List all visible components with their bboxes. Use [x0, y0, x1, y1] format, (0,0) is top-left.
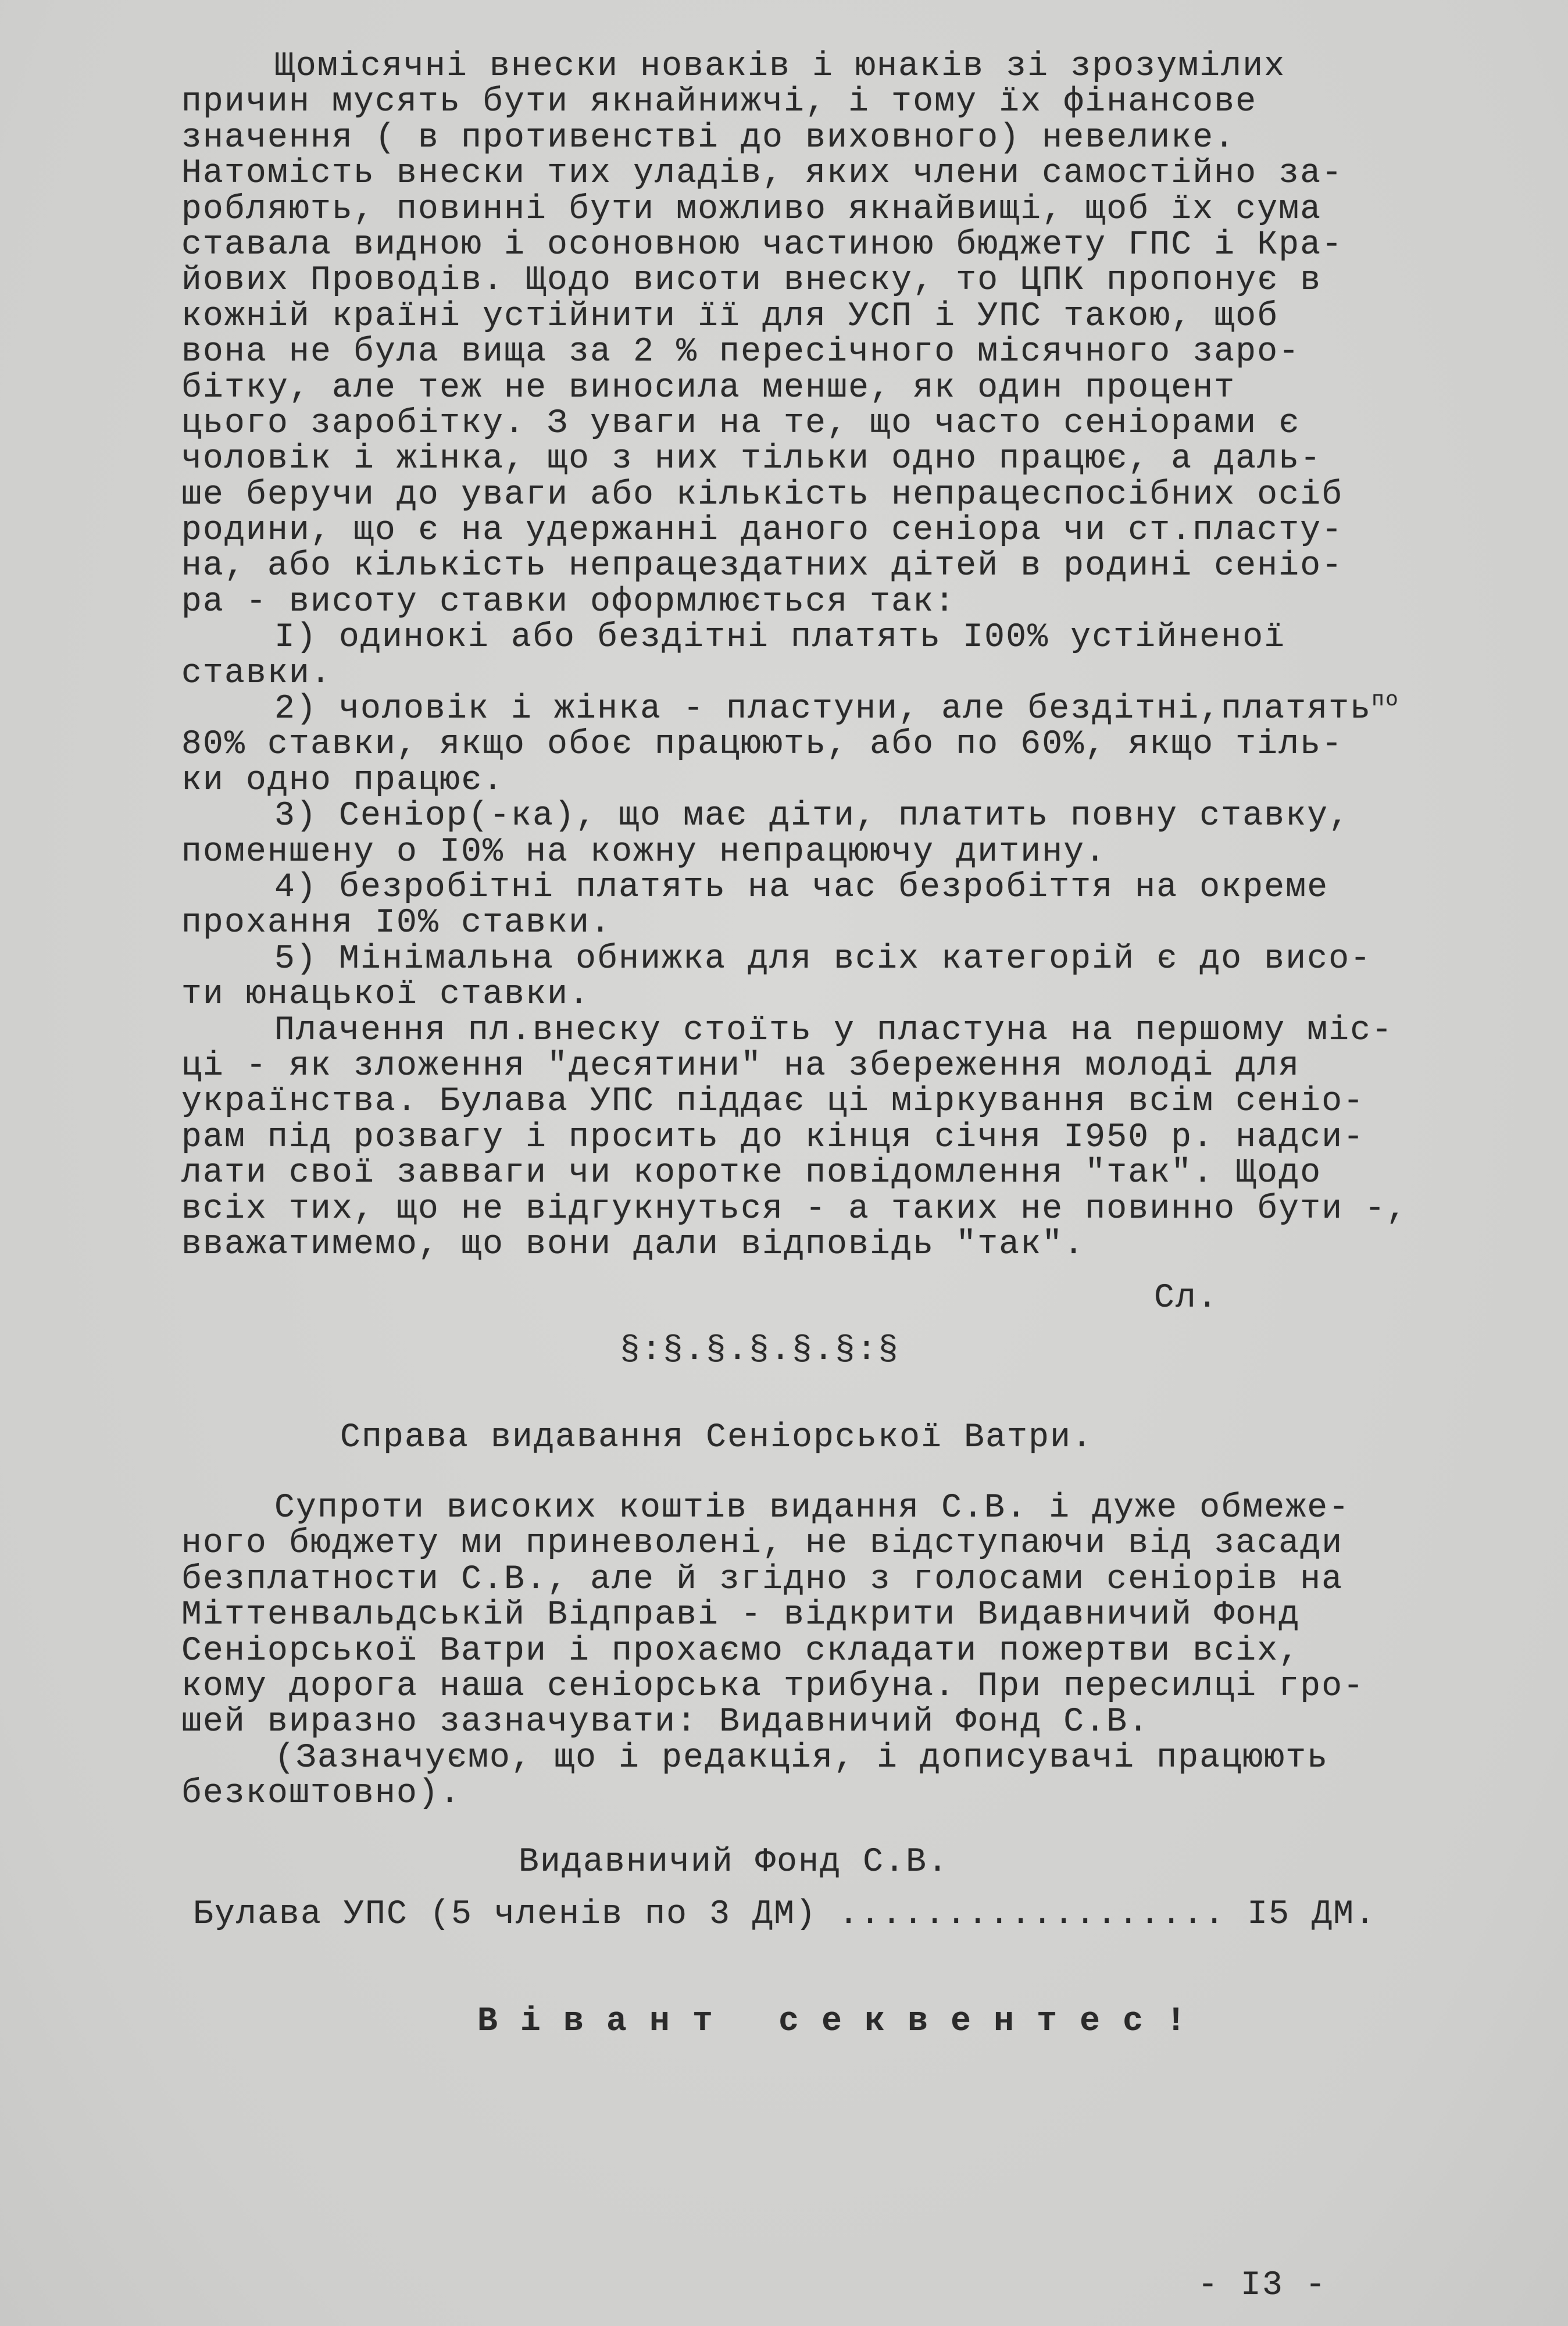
line-text: ти юнацької ставки. [181, 976, 591, 1014]
paragraph [181, 870, 1408, 941]
text-line [181, 584, 1408, 620]
line-text: 4) безробітні платять на час безробіття на окреме [274, 868, 1329, 907]
text-line [181, 1633, 1365, 1669]
text-line [181, 656, 1408, 691]
text-line [181, 1048, 1408, 1084]
section-separator: §:§.§.§.§.§:§ [620, 1332, 900, 1369]
line-text: безплатности С.В., але й згідно з голосами сеніорів на [181, 1560, 1344, 1599]
text-line [181, 299, 1408, 334]
line-text: 5) Мінімальна обнижка для всіх категорій є до висо- [274, 940, 1372, 978]
line-text: поменшену о I0% на кожну непрацюючу дитину. [181, 833, 1107, 871]
text-line [181, 1526, 1365, 1561]
line-text: 2) чоловік і жінка - пластуни, але бездітні,платять [274, 690, 1372, 729]
paragraph [181, 1013, 1408, 1263]
line-text: українства. Булава УПС піддає ці міркування всім сеніо- [181, 1083, 1365, 1121]
paragraph [181, 798, 1408, 870]
text-line [181, 370, 1408, 406]
section-title: Справа видавання Сеніорської Ватри. [340, 1419, 1094, 1457]
line-text: Супроти високих коштів видання С.В. і дуже обмеже- [274, 1489, 1351, 1527]
line-text: вона не була вища за 2 % пересічного місячного заро- [181, 333, 1301, 372]
text-line [181, 688, 1408, 729]
text-line [181, 1155, 1408, 1191]
line-text: йових Проводів. Щодо висоти внеску, то ЦПК пропонує в [181, 262, 1322, 300]
line-text: значення ( в противенстві до виховного) невелике. [181, 119, 1236, 157]
text-line [181, 727, 1408, 762]
text-line [181, 620, 1408, 655]
paragraph [181, 620, 1408, 691]
line-text: робляють, повинні бути можливо якнайвищі, щоб їх сума [181, 190, 1322, 229]
text-line [181, 977, 1408, 1012]
line-text: чоловік і жінка, що з них тільки одно працює, а даль- [181, 440, 1322, 479]
line-text: Натомість внески тих уладів, яких члени самостійно за- [181, 155, 1344, 193]
text-line [181, 1669, 1365, 1704]
closing-salutation: В і в а н т с е к в е н т е с ! [477, 2003, 1188, 2040]
line-text: Плачення пл.внеску стоїть у пластуна на першому міс- [274, 1011, 1394, 1050]
line-text: прохання I0% ставки. [181, 904, 612, 943]
line-text: на, або кількість непрацездатних дітей в родині сеніо- [181, 547, 1344, 586]
text-line [181, 905, 1408, 941]
line-text: 3) Сеніор(-ка), що має діти, платить повну ставку, [274, 797, 1351, 836]
line-text: Щомісячні внески новаків і юнаків зі зрозумілих [274, 48, 1286, 85]
text-line [181, 1704, 1365, 1740]
text-line [181, 763, 1408, 798]
line-text: безкоштовно). [181, 1775, 462, 1813]
line-text: лати свої завваги чи коротке повідомлення "так". Щодо [181, 1154, 1322, 1193]
text-line [181, 870, 1408, 905]
superscript-insertion: по [1371, 688, 1399, 712]
text-line [181, 1776, 1365, 1811]
line-text: вважатимемо, що вони дали відповідь "так". [181, 1225, 1085, 1264]
paragraph [181, 1490, 1365, 1740]
text-line [181, 1490, 1365, 1526]
line-text: ра - висоту ставки оформлюється так: [181, 583, 956, 621]
text-line [181, 227, 1408, 263]
paragraph [181, 1740, 1365, 1812]
line-text: Сеніорської Ватри і прохаємо складати пожертви всіх, [181, 1632, 1301, 1670]
line-text: бітку, але теж не виносила менше, як один процент [181, 369, 1236, 407]
line-text: 80% ставки, якщо обоє працюють, або по 60%, якщо тіль- [181, 726, 1344, 764]
text-line [181, 1597, 1365, 1633]
line-text: кому дорога наша сеніорська трибуна. При пересилці гро- [181, 1667, 1365, 1706]
text-line [181, 1013, 1408, 1048]
paragraph [181, 49, 1408, 620]
text-line [181, 192, 1408, 227]
line-text: ки одно працює. [181, 761, 505, 800]
line-text: I) одинокі або бездітні платять I00% устійненої [274, 619, 1286, 657]
paragraph [181, 688, 1408, 800]
line-text: ше беручи до уваги або кількість непрацеспосібних осіб [181, 476, 1344, 514]
line-text: ного бюджету ми приневолені, не відступаючи від засади [181, 1525, 1344, 1563]
line-text: (Зазначуємо, що і редакція, і дописувачі працюють [274, 1739, 1329, 1777]
fund-entry: Булава УПС (5 членів по 3 ДМ) .................. I5 ДМ. [193, 1896, 1377, 1933]
line-text: рам під розвагу і просить до кінця січня I950 р. надси- [181, 1118, 1365, 1157]
text-line [181, 1562, 1365, 1597]
text-line [181, 406, 1408, 441]
text-line [181, 941, 1408, 977]
text-line [181, 1191, 1408, 1227]
text-line [181, 1120, 1408, 1155]
text-line [181, 334, 1408, 370]
text-line [181, 1084, 1408, 1119]
text-line [181, 120, 1408, 156]
line-text: цього заробітку. З уваги на те, що часто сеніорами є [181, 404, 1301, 443]
fund-title: Видавничий Фонд С.В. [519, 1843, 949, 1881]
text-line [181, 477, 1408, 513]
text-line [181, 84, 1408, 120]
line-text: ставки. [181, 654, 333, 693]
line-text: Міттенвальдській Відправі - відкрити Видавничий Фонд [181, 1596, 1301, 1635]
text-line [181, 156, 1408, 191]
paragraph [181, 941, 1408, 1013]
text-line [181, 513, 1408, 548]
publishing-fund-section [181, 1490, 1365, 1812]
line-text: всіх тих, що не відгукнуться - а таких не повинно бути -, [181, 1190, 1408, 1228]
text-line [181, 834, 1408, 870]
text-line [181, 49, 1408, 84]
line-text: родини, що є на удержанні даного сеніора чи ст.пласту- [181, 512, 1344, 550]
line-text: ставала видною і осоновною частиною бюджету ГПС і Кра- [181, 226, 1344, 264]
text-line [181, 441, 1408, 477]
text-line [181, 1740, 1365, 1776]
page-number: - I3 - [1198, 2267, 1327, 2304]
text-line [181, 798, 1408, 834]
line-text: шей виразно зазначувати: Видавничий Фонд С.В. [181, 1703, 1150, 1742]
line-text: ці - як зложення "десятини" на збереження молоді для [181, 1047, 1301, 1085]
text-line [181, 1227, 1408, 1262]
signature: Сл. [1154, 1279, 1219, 1317]
text-line [181, 263, 1408, 298]
line-text: причин мусять бути якнайнижчі, і тому їх фінансове [181, 83, 1258, 122]
line-text: кожній країні устійнити її для УСП і УПС такою, щоб [181, 297, 1279, 336]
fee-proposal-section [181, 49, 1408, 1262]
text-line [181, 548, 1408, 584]
